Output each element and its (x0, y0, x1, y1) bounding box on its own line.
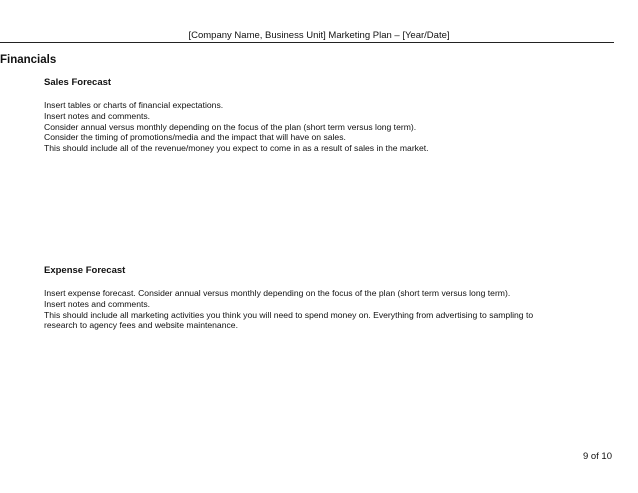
header-divider (0, 42, 614, 43)
expense-forecast-body (44, 288, 533, 331)
sales-forecast-line: Insert tables or charts of financial expectations. (44, 100, 224, 110)
section-title: Financials (0, 54, 57, 66)
expense-forecast-line: Insert expense forecast. Consider annual versus monthly depending on the focus of the plan (short term versus long term). (44, 288, 511, 298)
expense-forecast-line: This should include all marketing activities you think you will need to spend money on. Everything from advertising to sampling to (44, 309, 534, 320)
page-header: [Company Name, Business Unit] Marketing Plan – [Year/Date] (188, 30, 450, 41)
sales-forecast-body (44, 100, 429, 154)
sales-forecast-line: Consider annual versus monthly depending on the focus of the plan (short term versus long term). (44, 121, 417, 132)
sales-forecast-line: This should include all of the revenue/money you expect to come in as a result of sales in the market. (44, 143, 429, 154)
expense-forecast-line: research to agency fees and website maintenance. (44, 320, 238, 331)
sales-forecast-line: Consider the timing of promotions/media and the impact that will have on sales. (44, 132, 346, 143)
page-number: 9 of 10 (582, 451, 612, 462)
expense-forecast-heading: Expense Forecast (44, 265, 126, 276)
sales-forecast-heading: Sales Forecast (44, 77, 112, 88)
sales-forecast-line: Insert notes and comments. (44, 110, 151, 121)
expense-forecast-line: Insert notes and comments. (44, 298, 151, 309)
